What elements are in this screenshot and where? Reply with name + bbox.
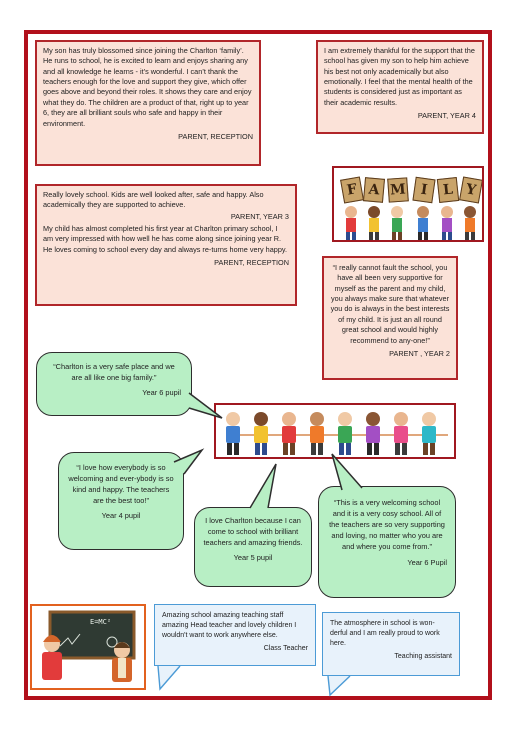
children-row-image [214,403,456,459]
bubble-author: Year 6 pupil [142,388,181,398]
testimonial-author: PARENT, YEAR 3 [230,211,289,221]
testimonial-author: PARENT, RECEPTION [214,258,289,268]
pupil-bubble-year5 [194,507,312,587]
bubble-tail [156,665,186,691]
bubble-text: “This is a very welcoming school and it is a very cosy school. All of the teachers are so very supporting and loving, no matter who you are and where you come from.” [329,498,445,552]
blackboard-formula: E=MC² [90,618,112,626]
letter-tile: I [412,177,435,204]
family-image [332,166,484,242]
bubble-author: Year 6 Pupil [407,557,447,567]
bubble-text: “Charlton is a very safe place and we are all like one big family.” [53,362,175,383]
letter-tile: F [340,176,364,203]
staff-text: The atmosphere in school is won-derful and I am really proud to work here. [330,620,440,648]
staff-author: Class Teacher [263,645,308,653]
testimonial-parent-year2 [322,256,458,380]
bubble-author: Year 4 pupil [101,511,141,521]
letter-tile: A [363,177,385,203]
testimonial-parent-year4 [316,40,484,134]
bubble-tail [326,675,356,697]
testimonial-text: I am extremely thankful for the support that the school has given my son to help him achieve his best not only academically but also emotionally. I feel that the mental health of the students is considered just as important as their academic results. [324,46,475,107]
testimonial-parent-reception-1 [35,40,261,166]
letter-tile: L [437,177,459,203]
testimonial-author: PARENT, YEAR 4 [417,111,476,121]
testimonial-parent-year3-reception [35,184,297,306]
teachers-blackboard-image [30,604,146,690]
letter-tile: Y [459,176,483,203]
children-holding-letters-icon [334,168,484,242]
staff-testimonial-class-teacher [154,604,316,666]
testimonial-author: PARENT, RECEPTION [178,131,253,141]
staff-author: Teaching assistant [394,653,452,661]
bubble-tail [188,392,228,422]
children-holding-hands-icon [216,405,456,459]
bubble-tail [328,452,368,492]
bubble-tail [246,462,286,512]
testimonial-text: My child has almost completed his first year at Charlton primary school, I am very impressed with how well he has come along since joining year R. He loves coming to school every day and always re-turns home very happy. [43,224,288,254]
bubble-tail [172,448,206,478]
testimonial-text: My son has truly blossomed since joining the Charlton ‘family’. He runs to school, he is excited to learn and enjoys sharing any and all knowledge he learns - it’s wonderful. I can’t thank the teachers enough for the love and support they give, which offer goes above and beyond their roles. It shows they care and enjoy what they do. The children are a product of that, right up to year 6, they are all brilliant souls who safe and happy in their environment. [43,46,252,128]
staff-testimonial-teaching-assistant [322,612,460,676]
testimonial-text: “I really cannot fault the school, you have all been very supportive for myself as the parent and my child, you always make sure that whatever you do is always in the best interests of my child. It is just an all round great school and would highly recommend to any-one!” [330,263,450,345]
letter-tile: M [387,177,409,202]
testimonial-author: PARENT , YEAR 2 [389,348,450,358]
bubble-text: “I love how everybody is so welcoming and ever-ybody is so kind and happy. The teachers are the best too!” [68,463,174,506]
pupil-bubble-year4 [58,452,184,550]
staff-text: Amazing school amazing teaching staff amazing Head teacher and lovely children I wouldn't want to work anywhere else. [162,612,297,640]
bubble-author: Year 5 pupil [233,553,273,563]
pupil-bubble-year6-b [318,486,456,598]
bubble-text: I love Charlton because I can come to school with brilliant teachers and amazing friends. [203,516,303,548]
testimonial-text: Really lovely school. Kids are well looked after, safe and happy. Also academically they are supported to achieve. [43,190,264,210]
pupil-bubble-year6-a [36,352,192,416]
teachers-icon [32,606,144,688]
